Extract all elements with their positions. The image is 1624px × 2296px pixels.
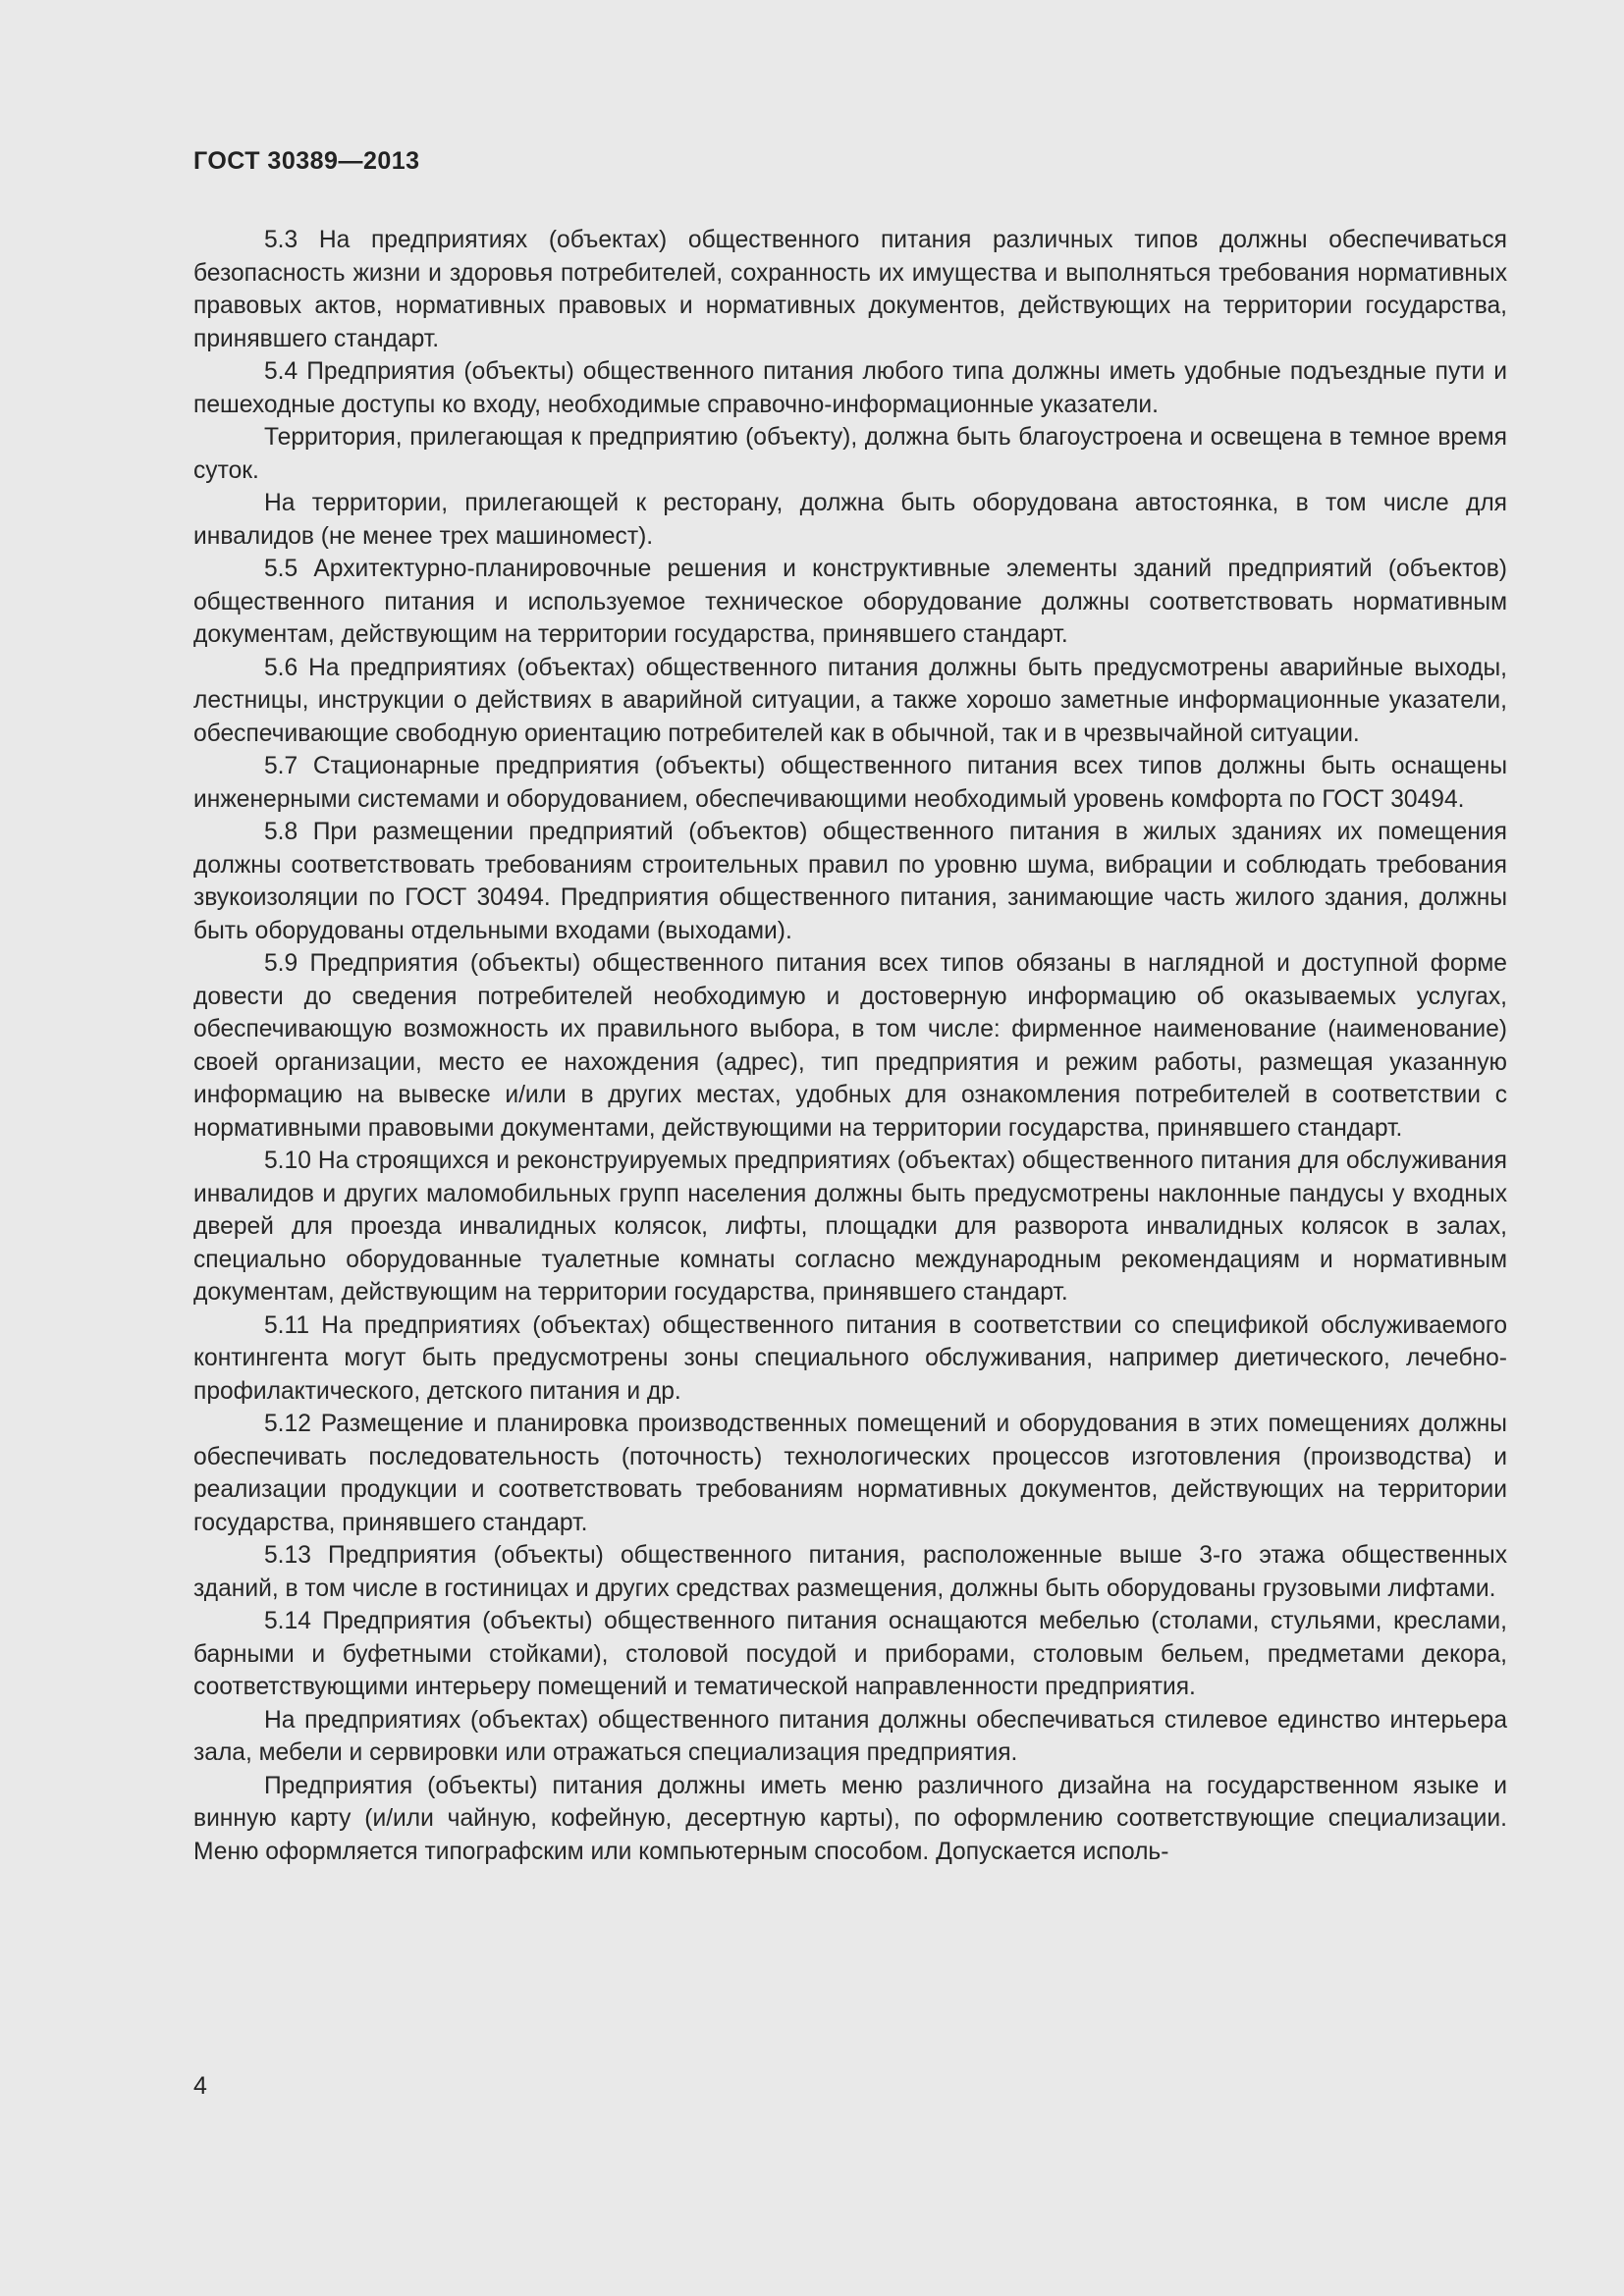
paragraph-interior: На предприятиях (объектах) общественного питания должны обеспечиваться стилевое единство интерьера зала, мебели и сервировки или отражаться специализация предприятия. [193, 1706, 1507, 1766]
paragraph-5-10: 5.10 На строящихся и реконструируемых предприятиях (объектах) общественного питания для обслуживания инвалидов и других маломобильных групп населения должны быть предусмотрены наклонные пандусы у входных дверей для проезда инвалидных колясок, лифты, площадки для разворота инвалидных колясок в залах, специально оборудованные туалетные комнаты согласно международным рекомендациям и нормативным документам, действующим на территории государства, принявшего стандарт. [193, 1148, 1507, 1306]
paragraph-5-12: 5.12 Размещение и планировка производственных помещений и оборудования в этих помещениях должны обеспечивать последовательность (поточность) технологических процессов изготовления (производства) и реализации продукции и соответствовать требованиям нормативных документов, действующих на территории государства, принявшего стандарт. [193, 1411, 1507, 1536]
paragraph-menu: Предприятия (объекты) питания должны иметь меню различного дизайна на государственном языке и винную карту (и/или чайную, кофейную, десертную карты), по оформлению соответствующие специализации. Меню оформляется типографским или компьютерным способом. Допускается исполь- [193, 1772, 1507, 1865]
paragraph-5-6: 5.6 На предприятиях (объектах) общественного питания должны быть предусмотрены аварийные выходы, лестницы, инструкции о действиях в аварийной ситуации, а также хорошо заметные информационные указатели, обеспечивающие свободную ориентацию потребителей как в обычной, так и в чрезвычайной ситуации. [193, 654, 1507, 747]
paragraph-territory: Территория, прилегающая к предприятию (объекту), должна быть благоустроена и освещена в темное время суток. [193, 424, 1507, 484]
paragraph-5-8: 5.8 При размещении предприятий (объектов) общественного питания в жилых зданиях их помещения должны соответствовать требованиям строительных правил по уровню шума, вибрации и соблюдать требования звукоизоляции по ГОСТ 30494. Предприятия общественного питания, занимающие часть жилого здания, должны быть оборудованы отдельными входами (выходами). [193, 819, 1507, 944]
page-number: 4 [193, 2072, 207, 2100]
paragraph-5-4: 5.4 Предприятия (объекты) общественного питания любого типа должны иметь удобные подъездные пути и пешеходные доступы ко входу, необходимые справочно-информационные указатели. [193, 358, 1507, 418]
document-body [193, 224, 1507, 1868]
paragraph-5-5: 5.5 Архитектурно-планировочные решения и конструктивные элементы зданий предприятий (объектов) общественного питания и используемое техническое оборудование должны соответствовать нормативным документам, действующим на территории государства, принявшего стандарт. [193, 556, 1507, 648]
paragraph-5-9: 5.9 Предприятия (объекты) общественного питания всех типов обязаны в наглядной и доступной форме довести до сведения потребителей необходимую и достоверную информацию об оказываемых услугах, обеспечивающую возможность их правильного выбора, в том числе: фирменное наименование (наименование) своей организации, место ее нахождения (адрес), тип предприятия и режим работы, размещая указанную информацию на вывеске и/или в других местах, удобных для ознакомления потребителей в соответствии с нормативными правовыми документами, действующими на территории государства, принявшего стандарт. [193, 950, 1507, 1142]
paragraph-5-11: 5.11 На предприятиях (объектах) общественного питания в соответствии со спецификой обслуживаемого контингента могут быть предусмотрены зоны специального обслуживания, например диетического, лечебно-профилактического, детского питания и др. [193, 1311, 1507, 1405]
document-header: ГОСТ 30389—2013 [193, 147, 420, 175]
paragraph-5-14: 5.14 Предприятия (объекты) общественного питания оснащаются мебелью (столами, стульями, креслами, барными и буфетными стойками), столовой посудой и приборами, столовым бельем, предметами декора, соответствующими интерьеру помещений и тематической направленности предприятия. [193, 1608, 1507, 1700]
paragraph-5-13: 5.13 Предприятия (объекты) общественного питания, расположенные выше 3-го этажа общественных зданий, в том числе в гостиницах и других средствах размещения, должны быть оборудованы грузовыми лифтами. [193, 1542, 1507, 1602]
paragraph-5-3: 5.3 На предприятиях (объектах) общественного питания различных типов должны обеспечиваться безопасность жизни и здоровья потребителей, сохранность их имущества и выполняться требования нормативных правовых актов, нормативных правовых и нормативных документов, действующих на территории государства, принявшего стандарт. [193, 227, 1507, 352]
paragraph-parking: На территории, прилегающей к ресторану, должна быть оборудована автостоянка, в том числе для инвалидов (не менее трех машиномест). [193, 490, 1507, 550]
paragraph-5-7: 5.7 Стационарные предприятия (объекты) общественного питания всех типов должны быть оснащены инженерными системами и оборудованием, обеспечивающими необходимый уровень комфорта по ГОСТ 30494. [193, 753, 1507, 813]
